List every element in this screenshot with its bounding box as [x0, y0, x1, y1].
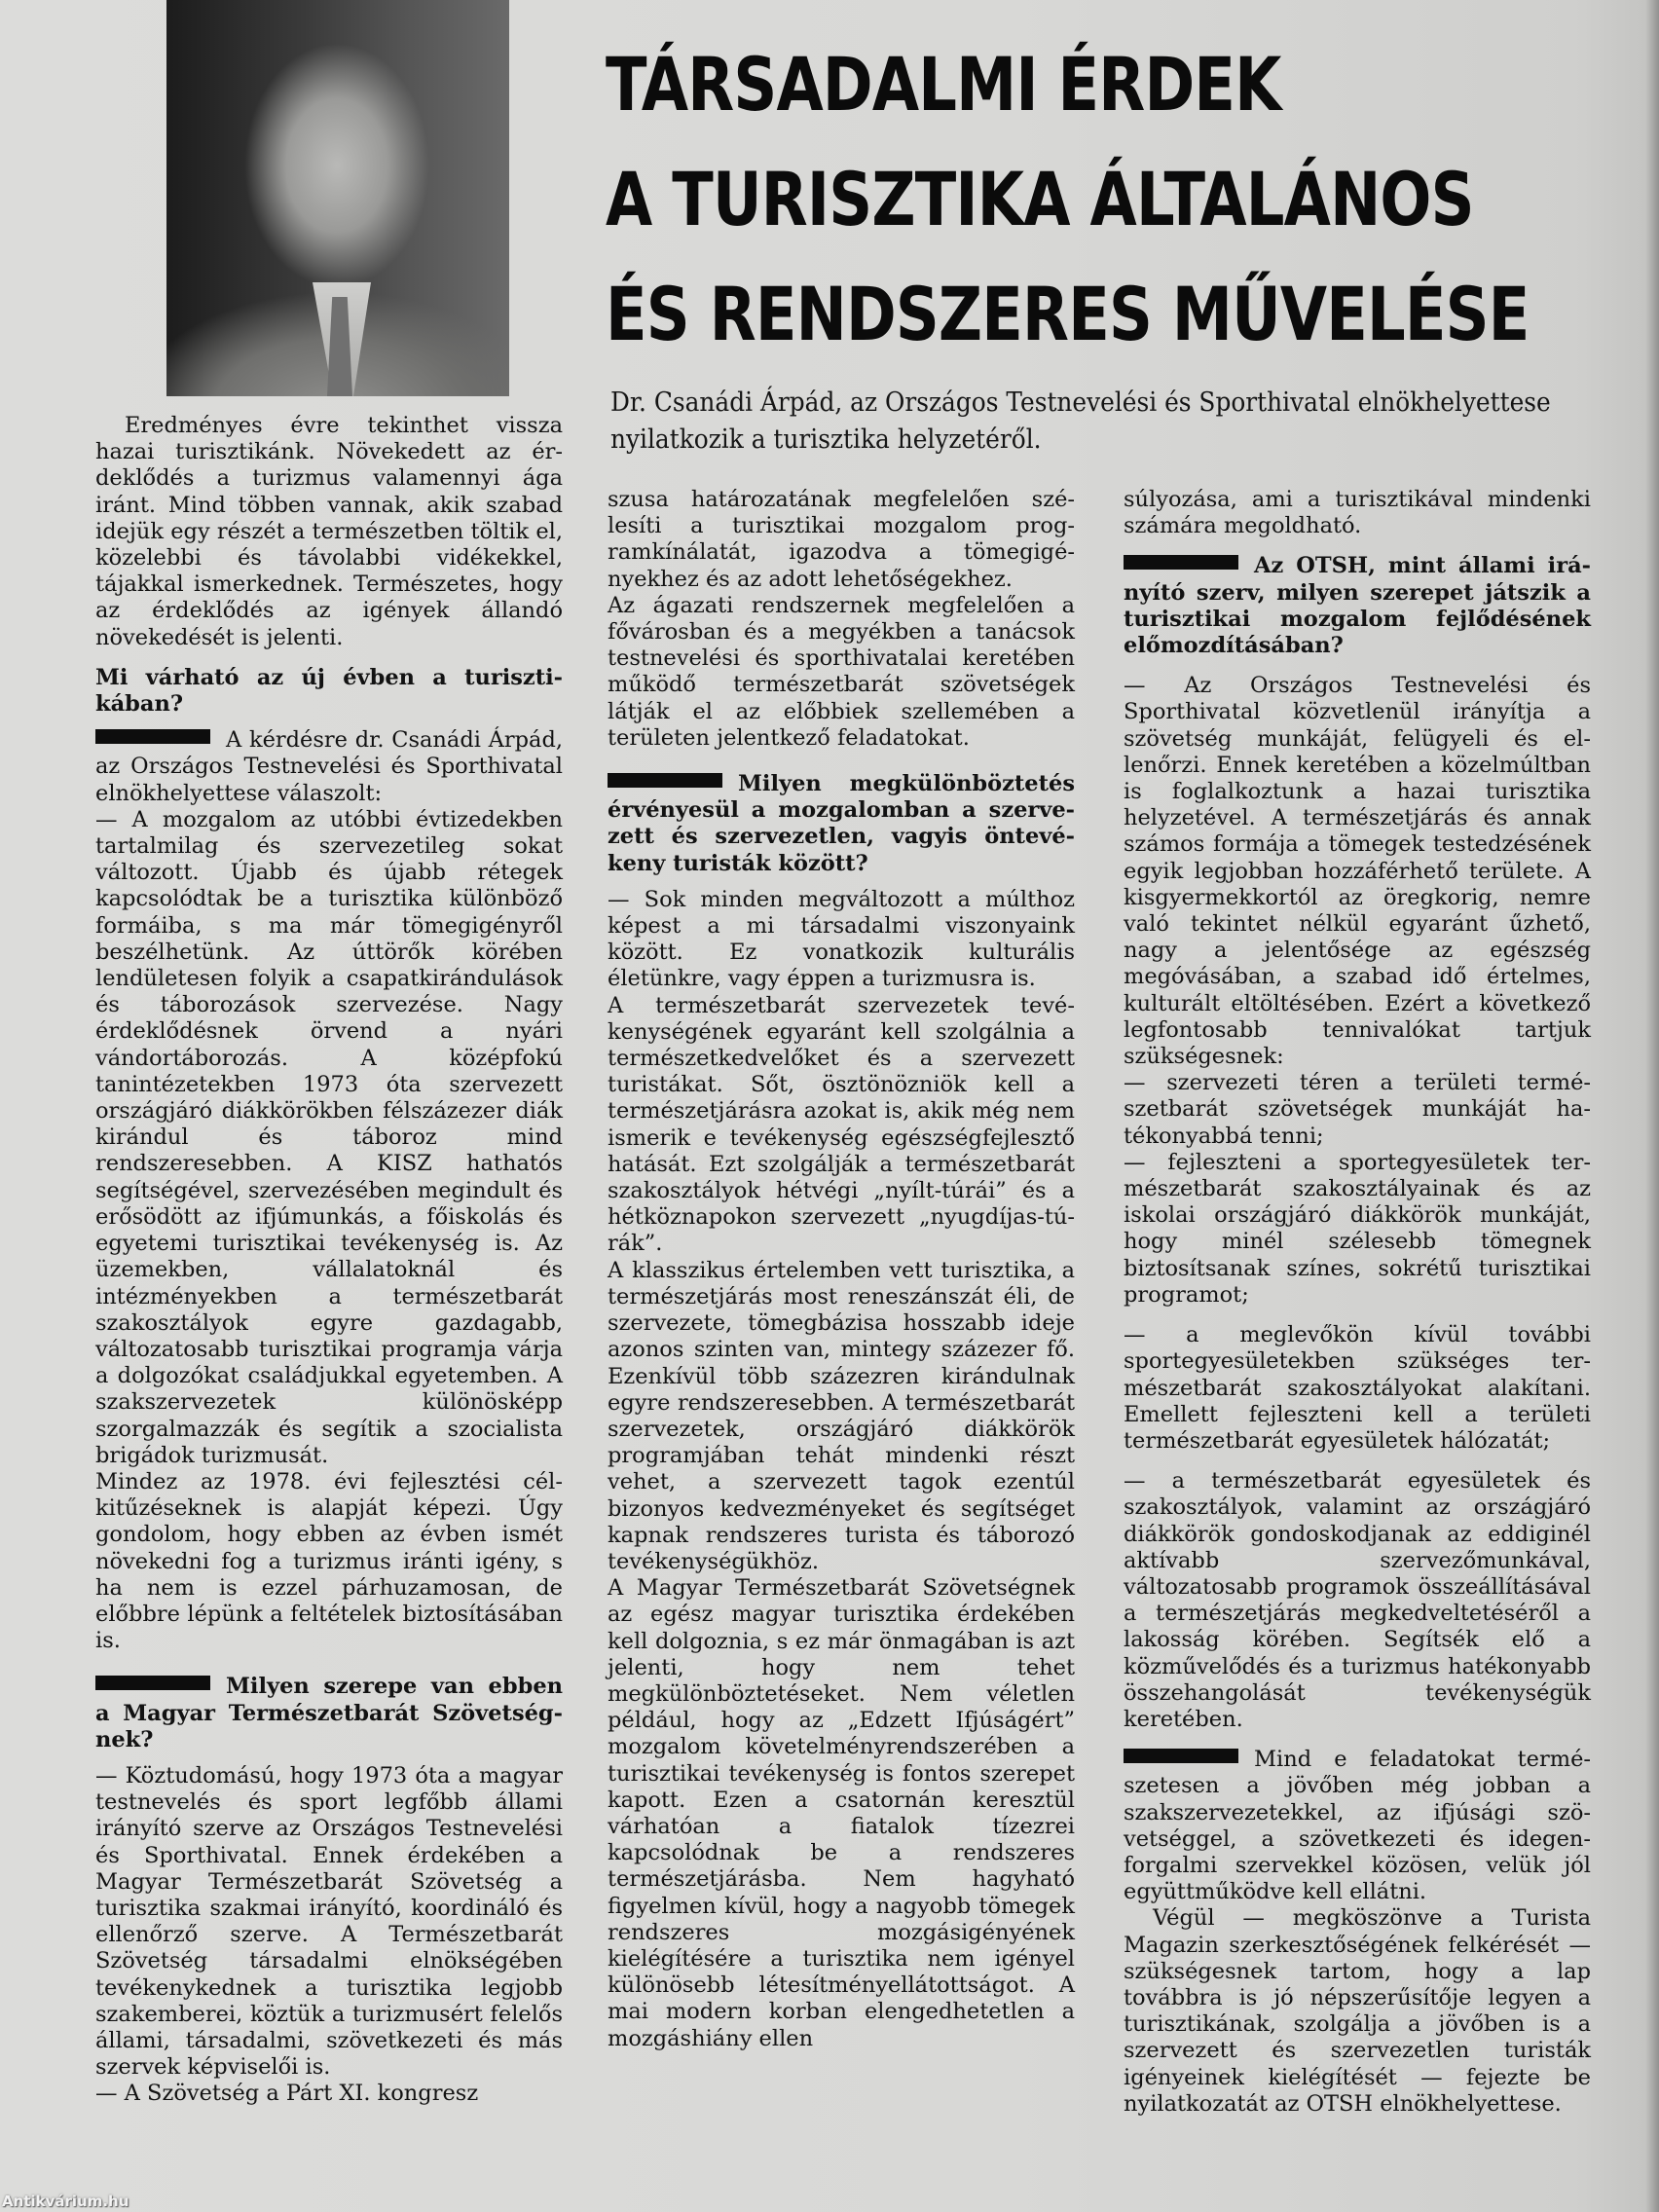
- body-paragraph: — Az Országos Testnevelési és Sporthivatal közvetlenül irányítja a szövetség munkáját, felügyeli és ellenőrzi. Ennek keretében a közelmúltban is foglalkoztunk a hazai turisztika helyzetével. A természetjárás és annak számos formája a tömegek testedzésének egyik legjobban hozzáférhető területe. A kisgyermekkortól az öregkorig, nemre való tekintet nélkül egyaránt űzhető, nagy a jelentősége az egészség megóvásában, a szabad idő értelmes, kulturált eltöltésében. Ezért a következő legfontosabb tennivalókat tartjuk szükségesnek:: [1124, 673, 1591, 1070]
- article-column-2: [608, 487, 1075, 2052]
- headline-line-3: ÉS RENDSZERES MŰVELÉSE: [606, 271, 1530, 357]
- body-paragraph: A klasszikus értelemben vett turisztika, a természetjárás most reneszánszát éli, de szervezete, tömegbázisa hosszabb ideje azonos szinten van, mintegy százezer fő. Ezenkívül több százezren kirándulnak egyre rendszeresebben. A természetbarát szervezetek, országjáró diákkörök programjában tehát mindenki részt vehet, a szervezett tagok ezentúl bizonyos kedvezményeket és segítséget kapnak rendszeres turista és táborozó tevékenységükhöz.: [608, 1257, 1075, 1574]
- closing-paragraph: Végül — megköszönve a Turista Magazin szerkesztőségének felkérését — szükségesnek tartom, hogy a lap továbbra is jó népszerűsítője legyen a turisztikának, szolgálja a jövőben is a szervezett és szervezetlen turisták igényeinek kielégítését — fejezte be nyilatkozatát az OTSH elnökhelyettese.: [1124, 1905, 1591, 2117]
- body-paragraph: Az ágazati rendszernek megfelelően a fővárosban és a megyékben a tanácsok testnevelési és sporthivatalai keretében működő természetbarát szövetségek látják el az előbbiek szellemében a területen jelentkező feladatokat.: [608, 592, 1075, 751]
- body-paragraph: A Magyar Természetbarát Szövetségnek az egész magyar turisztika érdekében kell dolgoznia, s ez már önmagában is azt jelenti, hogy nem tehet megkülönböztetéseket. Nem véletlen például, hogy az „Edzett Ifjúságért” mozgalom követelményrendszerében a turisztikai tevékenység is fontos szerepet kapott. Ezen a csatornán keresztül várhatóan a fiatalok tízezrei kapcsolódnak be a rendszeres természetjárásba. Nem hagyható figyelmen kívül, hogy a nagyobb tömegek rendszeres mozgásigényének kielégítésére a turisztika nem igényel különösebb létesítményellátottságot. A mai modern korban elengedhetetlen a mozgáshiány ellen: [608, 1575, 1075, 2051]
- portrait-photo: [166, 0, 509, 396]
- body-paragraph: [1124, 1747, 1591, 1905]
- body-paragraph: — A mozgalom az utóbbi évtizedekben tartalmilag és szervezetileg sokat változott. Újabb és újabb rétegek kapcsolódtak be a turisztika különböző formáiba, s ma már tömegigényről beszélhetünk. Az úttörők körében lendületesen folyik a csapatkirándulások és táborozások szervezése. Nagy érdeklődésnek örvend a nyári vándortáborozás. A középfokú tanintézetekben 1973 óta szervezett országjáró diákkörökben félszázezer diák kirándul és táboroz mind rendszeresebben. A KISZ hathatós segítségével, szervezésében megindult és erősödött az ifjúmunkás, a főiskolás és egyetemi turisztikai tevékenység is. Az üzemekben, vállalatoknál és intézményekben a természetbarát szakosztályok egyre gazdagabb, változatosabb turisztikai programja várja a dolgozókat családjukkal egyetemben. A szakszervezetek különösképp szorgalmazzák és segítik a szocialista brigádok turizmusát.: [95, 806, 563, 1468]
- list-item: — a meglevőkön kívül további sportegyesületekben szükséges természetbarát szakosztályokat alakítani. Emellett fejleszteni kell a területi természetbarát egyesületek hálózatát;: [1124, 1322, 1591, 1454]
- body-paragraph: A természetbarát szervezetek tevékenységének egyaránt kell szolgálnia a természetkedvelőket és a szervezett turistákat. Sőt, ösztönözniök kell a természetjárásra azokat is, akik még nem ismerik e tevékenység egészségfejlesztő hatását. Ezt szolgálják a természetbarát szakosztályok hétvégi „nyílt-túrái” és a hétköznapokon szervezett „nyugdíjas-túrák”.: [608, 992, 1075, 1257]
- section-marker-bar: [608, 773, 722, 788]
- headline-line-1: TÁRSADALMI ÉRDEK: [606, 41, 1281, 128]
- article-column-3: [1124, 487, 1591, 2118]
- section-marker-bar: [95, 729, 210, 744]
- intro-paragraph: Eredményes évre tekinthet vissza hazai turisztikánk. Növekedett az érdeklődés a turizmus valamennyi ága iránt. Mind többen vannak, akik szabad idejük egy részét a természetben töltik el, közelebbi és távolabbi vidékekkel, tájakkal ismerkednek. Természetes, hogy az érdeklődés az igények állandó növekedését is jelenti.: [95, 413, 563, 650]
- page-edge-shadow: [1645, 0, 1659, 2212]
- article-headline: [606, 27, 1530, 372]
- body-paragraph: Mindez az 1978. évi fejlesztési célkitűzéseknek is alapját képezi. Úgy gondolom, hogy ebben az évben ismét növekedni fog a turizmus iránti igény, s ha nem is ezzel párhuzamosan, de előbbre lépünk a feltételek biztosításában is.: [95, 1468, 563, 1654]
- question-heading: Mi várható az új évben a turisztikában?: [95, 664, 563, 718]
- body-paragraph: — Köztudomású, hogy 1973 óta a magyar testnevelés és sport legfőbb állami irányító szerve az Országos Testnevelési és Sporthivatal. Ennek érdekében a Magyar Természetbarát Szövetség a turisztika szakmai irányító, koordináló és ellenőrző szerve. A Természetbarát Szövetség társadalmi elnökségében tevékenykednek a turisztika legjobb szakemberei, köztük a turizmusért felelős állami, társadalmi, szövetkezeti és más szervek képviselői is.: [95, 1762, 563, 2081]
- question-heading: [608, 771, 1075, 877]
- watermark-logo: Antikvárium.hu: [2, 2193, 129, 2210]
- article-column-1: [95, 413, 563, 2108]
- body-paragraph: súlyozása, ami a turisztikával mindenki számára megoldható.: [1124, 487, 1591, 539]
- body-paragraph: — Sok minden megváltozott a múlthoz képest a mi társadalmi viszonyaink között. Ez vonatkozik kulturális életünkre, vagy éppen a turizmusra is.: [608, 886, 1075, 992]
- article-lede: Dr. Csanádi Árpád, az Országos Testnevelési és Sporthivatal elnökhelyettese nyilatkozik a turisztika helyzetéről.: [610, 387, 1551, 455]
- question-text: Milyen megkülönböztetés érvényesül a mozgalomban a szervezett és szervezetlen, vagyis öntevékeny turisták között?: [608, 771, 1075, 876]
- list-item: — szervezeti téren a területi természetbarát szövetségek munkáját hatékonyabbá tenni;: [1124, 1070, 1591, 1149]
- section-marker-bar: [95, 1676, 210, 1690]
- answer-lead-text: A kérdésre dr. Csanádi Árpád, az Országos Testnevelési és Sporthivatal elnökhelyettese válaszolt:: [95, 727, 563, 806]
- question-text: Az OTSH, mint állami irányító szerv, milyen szerepet játszik a turisztikai mozgalom fejlődésének előmozdításában?: [1124, 553, 1591, 659]
- question-heading: [95, 1674, 563, 1753]
- question-text: Milyen szerepe van ebben a Magyar Természetbarát Szövetségnek?: [95, 1674, 563, 1752]
- list-item: — a természetbarát egyesületek és szakosztályok, valamint az országjáró diákkörök gondoskodjanak az eddiginél aktívabb szervezőmunkával, változatosabb programok összeállításával a természetjárás megkedveltetéséről a lakosság körében. Segítsék elő a közművelődés és a turizmus hatékonyabb összehangolását tevékenységük keretében.: [1124, 1468, 1591, 1732]
- answer-lead: [95, 727, 563, 807]
- list-item: — fejleszteni a sportegyesületek természetbarát szakosztályainak és az iskolai országjáró diákkörök munkáját, hogy minél szélesebb tömegnek biztosítsanak színes, sokrétű turisztikai programot;: [1124, 1149, 1591, 1308]
- body-paragraph: — A Szövetség a Párt XI. kongresz: [95, 2081, 479, 2107]
- body-paragraph-text: Mind e feladatokat természetesen a jövőben még jobban a szakszervezetekkel, az ifjúsági szövetséggel, a szövetkezeti és idegenforgalmi szervekkel közösen, velük jól együttműködve kell ellátni.: [1124, 1747, 1591, 1905]
- question-heading: [1124, 553, 1591, 659]
- headline-line-2: A TURISZTIKA ÁLTALÁNOS: [606, 156, 1474, 242]
- body-paragraph: szusa határozatának megfelelően szélesíti a turisztikai mozgalom programkínálatát, igazodva a tömegigényekhez és az adott lehetőségekhez.: [608, 487, 1075, 592]
- section-marker-bar: [1124, 555, 1238, 570]
- section-marker-bar: [1124, 1749, 1238, 1763]
